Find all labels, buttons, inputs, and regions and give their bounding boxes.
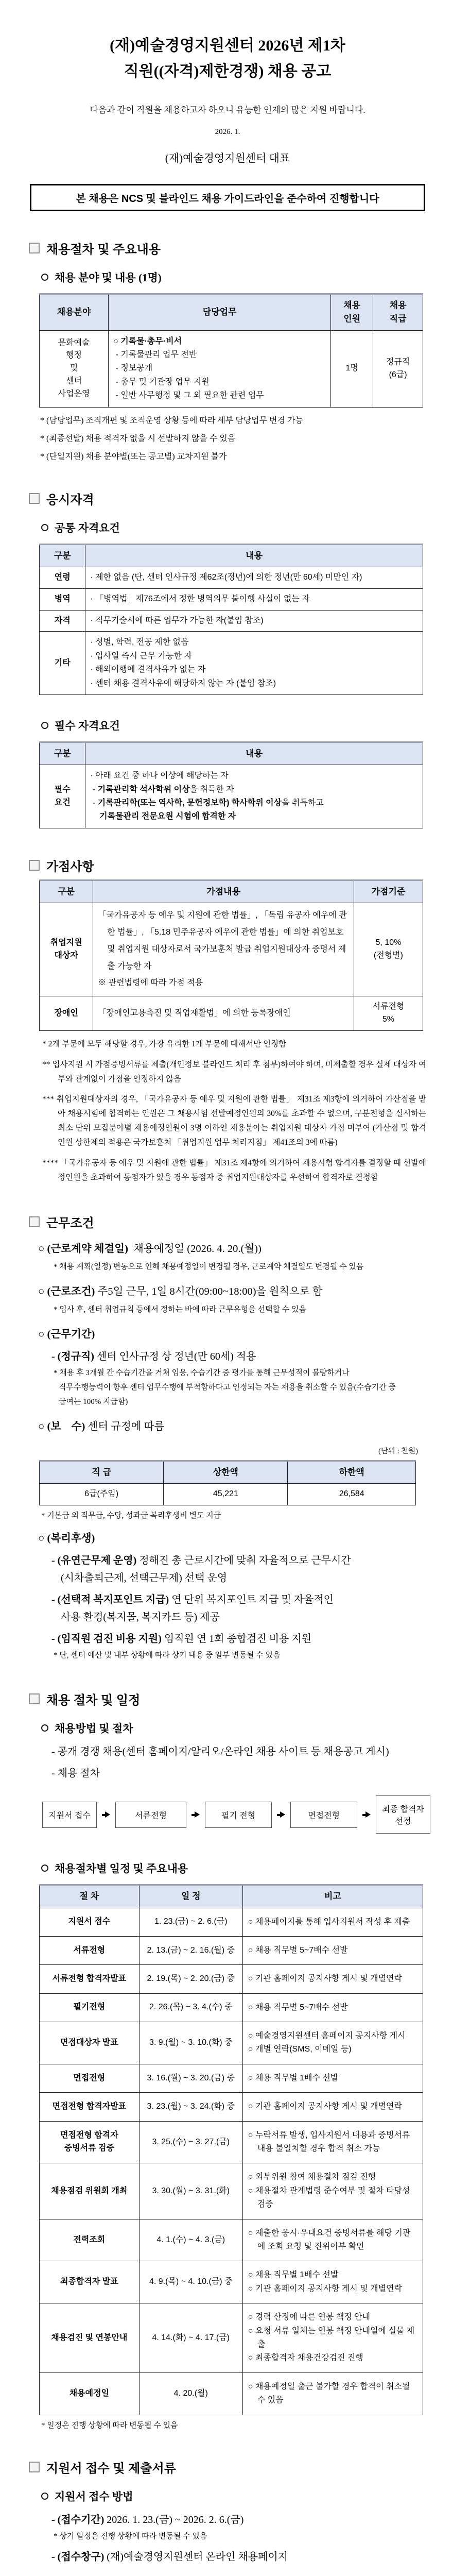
bonus-points-table	[39, 879, 423, 1031]
flow-step: 필기 전형	[205, 1802, 272, 1828]
text-line: ○ 기관 홈페이지 공지사항 게시 및 개별연락	[248, 1972, 417, 1986]
table-cell	[242, 2022, 423, 2064]
flow-step: 지원서 접수	[42, 1802, 97, 1828]
table-cell	[242, 1936, 423, 1964]
section-bonus-points	[29, 856, 426, 1185]
table-cell	[242, 2093, 423, 2121]
table-row	[40, 294, 423, 331]
table-cell: 채용예정일	[40, 2372, 140, 2415]
table-cell: 1명	[331, 330, 373, 407]
section-heading	[29, 1213, 426, 1231]
required-qualification-table	[39, 741, 423, 828]
text-line: 직무수행능력이 향후 센터 업무수행에 부적합하다고 인정되는 자는 채용을 취소할 수 있음(수습기간 중	[59, 1381, 426, 1394]
text-line: ○ 채용예정일 출근 불가할 경우 합격이 취소될 수 있음	[248, 2380, 417, 2408]
subsection-title: 채용 분야 및 내용 (1명)	[55, 269, 162, 285]
table-cell: 4. 1.(수) ~ 4. 3.(금)	[139, 2219, 242, 2261]
flow-step: 최종 합격자 선정	[376, 1795, 430, 1834]
table-cell: 연령	[40, 567, 85, 588]
table-cell: 면접대상자 발표	[40, 2022, 140, 2064]
table-header-cell: 비고	[242, 1885, 423, 1908]
table-row	[40, 2093, 423, 2121]
table-cell: 필수 요건	[40, 765, 85, 828]
text-line: * (단일지원) 채용 분야별(또는 공고별) 교차지원 불가	[40, 450, 426, 462]
text-line: ○ 채용 직무별 1배수 선발	[248, 2072, 417, 2085]
table-cell	[242, 2064, 423, 2092]
text-line: 기록물관리 전문요원 시험에 합격한 자	[90, 810, 418, 823]
text-line: * 채용 계획(일정) 변동으로 인해 채용예정일이 변경될 경우, 근로계약 체결일도 변경될 수 있음	[54, 1260, 426, 1274]
table-row	[40, 2261, 423, 2303]
table-cell	[242, 2163, 423, 2219]
table-row	[40, 2303, 423, 2373]
schedule-table	[39, 1884, 423, 2415]
arrow-right-icon	[102, 1811, 110, 1818]
text-line: 사용 환경(복지몰, 복지카드 등) 제공	[61, 1609, 426, 1625]
text-line: ○ 경력 산정에 따른 연봉 책정 안내	[248, 2311, 417, 2324]
text-line: - (선택적 복지포인트 지급) 연 단위 복지포인트 지급 및 자율적인	[51, 1592, 426, 1607]
bonus-notes	[29, 1037, 426, 1185]
text-line: - 일반 사무행정 및 그 외 필요한 관련 업무	[113, 389, 326, 402]
table-cell	[242, 1908, 423, 1936]
text-line: 「국가유공자 등 예우 및 지원에 관한 법률」, 「독립 유공자 예우에 관한 법률」, 「5.18 민주유공자 예우에 관한 법률」에 의한 취업보호 및 취업지원 대상자로서 국가보훈처 발급 취업지원대상자 증명서 제출 가능한 자	[98, 907, 349, 975]
arrow-right-icon	[277, 1811, 285, 1818]
text-line: ○ 개별 연락(SMS, 이메일 등)	[248, 2043, 417, 2056]
text-line: ○ 채용 직무별 5~7배수 선발	[248, 1944, 417, 1957]
schedule-note	[29, 2419, 426, 2430]
section-heading	[29, 239, 426, 257]
table-cell: 최종합격자 발표	[40, 2261, 140, 2303]
text-line: ○ 기관 홈페이지 공지사항 게시 및 개별연락	[248, 2282, 417, 2296]
table-header-cell: 절 차	[40, 1885, 140, 1908]
table-cell: 4. 9.(목) ~ 4. 10.(금) 중	[139, 2261, 242, 2303]
table-cell: · 제한 없음 (단, 센터 인사규정 제62조(정년)에 의한 정년(만 60세) 미만인 자)	[85, 567, 423, 588]
table-header-cell: 구분	[40, 880, 93, 903]
recruit-method-items	[29, 1744, 426, 1781]
submit-method-items	[29, 2512, 426, 2565]
table-row	[40, 2064, 423, 2092]
table-row	[40, 588, 423, 610]
subsection-title: 지원서 접수 방법	[55, 2488, 133, 2504]
table-cell	[85, 632, 423, 695]
text-line: (시차출퇴근제, 선택근무제) 선택 운영	[61, 1570, 426, 1586]
table-row	[40, 996, 423, 1031]
text-line: * 채용 후 3개월 간 수습기간을 거쳐 임용, 수습기간 중 평가를 통해 근무성적이 불량하거나	[54, 1366, 426, 1380]
text-line: ○ 요청 서류 일체는 연봉 책정 안내일에 실물 제출	[248, 2325, 417, 2352]
text-line: * (최종선발) 채용 적격자 없을 시 선발하지 않을 수 있음	[40, 432, 426, 444]
text-line: ** 입사지원 시 가점증빙서류를 제출(개인정보 블라인드 처리 후 첨부)하여야 하며, 미제출할 경우 실제 대상자 여부와 관계없이 가점을 인정하지 않음	[42, 1058, 426, 1087]
table-header-cell: 하한액	[288, 1461, 416, 1484]
table-cell: 2. 19.(목) ~ 2. 20.(금) 중	[139, 1965, 242, 1993]
text-line: **** 「국가유공자 등 예우 및 지원에 관한 법률」 제31조 제4항에 의거하여 채용시험 합격자를 결정할 때 선발예정인원을 초과하여 동점자가 있을 경우 동점자 중 취업지원대상자를 우선하여 합격자로 결정함	[42, 1156, 426, 1185]
table-header-cell: 채용 인원	[331, 294, 373, 331]
table-cell	[242, 1993, 423, 2022]
text-line: 급여는 100% 지급함)	[59, 1395, 426, 1409]
table-row	[40, 742, 423, 765]
text-line: - (정규직) 센터 인사규정 상 정년(만 60세) 적용	[51, 1349, 426, 1364]
text-line: - (임직원 검진 비용 지원) 임직원 연 1회 종합검진 비용 지원	[51, 1631, 426, 1647]
circle-bullet-icon	[41, 1865, 48, 1872]
table-cell: 장애인	[40, 996, 93, 1031]
recruitment-process-flow	[42, 1795, 426, 1834]
section-schedule	[29, 1690, 426, 2430]
flow-step: 면접전형	[290, 1802, 357, 1828]
square-bullet-icon	[29, 243, 40, 253]
table-cell: 채용검진 및 연봉안내	[40, 2303, 140, 2373]
text-line: ○ (복리후생)	[38, 1531, 426, 1547]
title-line-1: (재)예술경영지원센터 2026년 제1차	[29, 33, 426, 59]
section-title: 채용 절차 및 일정	[46, 1690, 140, 1708]
table-row	[40, 1936, 423, 1964]
square-bullet-icon	[29, 2462, 40, 2472]
text-line: ○ (근로조건) 주5일 근무, 1일 8시간(09:00~18:00)을 원칙으로 함	[38, 1284, 426, 1300]
circle-bullet-icon	[41, 2493, 48, 2500]
table-row	[40, 610, 423, 632]
table-row	[40, 765, 423, 828]
arrow-right-icon	[191, 1811, 200, 1818]
table-row	[40, 1461, 416, 1484]
text-line: * 기본급 외 직무급, 수당, 성과급 복리후생비 별도 지급	[41, 1510, 426, 1520]
section-submission	[29, 2458, 426, 2576]
signer: (재)예술경영지원센터 대표	[29, 150, 426, 165]
section-heading	[29, 856, 426, 874]
table-cell: 서류전형	[40, 1936, 140, 1964]
subsection-heading	[41, 269, 426, 285]
table-cell: 자격	[40, 610, 85, 632]
subsection-heading	[41, 520, 426, 535]
common-requirements-table	[39, 544, 423, 695]
subsection-title: 채용절차별 일정 및 주요내용	[55, 1860, 188, 1876]
table-row	[40, 2163, 423, 2219]
salary-table	[39, 1460, 416, 1505]
text-line: - (유연근무제 운영) 정해진 총 근로시간에 맞춰 자율적으로 근무시간	[51, 1553, 426, 1568]
text-line: ○ (근로계약 체결일) 채용예정일 (2026. 4. 20.(월))	[38, 1241, 426, 1257]
ncs-notice-banner: 본 채용은 NCS 및 블라인드 채용 가이드라인을 준수하여 진행합니다	[30, 184, 425, 211]
section-title: 채용절차 및 주요내용	[46, 239, 161, 257]
table-row	[40, 2219, 423, 2261]
document-date: 2026. 1.	[29, 128, 426, 137]
table-header-cell: 구분	[40, 544, 85, 567]
table-cell: 3. 23.(월) ~ 3. 24.(화) 중	[139, 2093, 242, 2121]
table-header-cell: 담당업무	[109, 294, 331, 331]
table-cell: 서류전형 합격자발표	[40, 1965, 140, 1993]
table-header-cell: 가점내용	[93, 880, 354, 903]
salary-note	[29, 1510, 426, 1520]
square-bullet-icon	[29, 860, 40, 871]
text-line: - 채용 절차	[51, 1766, 426, 1781]
document-header	[29, 33, 426, 211]
table-cell: 4. 14.(화) ~ 4. 17.(금)	[139, 2303, 242, 2373]
table-cell: 서류전형 5%	[354, 996, 423, 1031]
table-cell: 5, 10% (전형별)	[354, 903, 423, 996]
table-cell: 필기전형	[40, 1993, 140, 2022]
table-cell	[242, 2372, 423, 2415]
table-header-cell: 채용분야	[40, 294, 109, 331]
table-header-cell: 내용	[85, 742, 423, 765]
table-cell	[242, 2219, 423, 2261]
table-cell: 45,221	[164, 1484, 288, 1505]
table-cell: 「장애인고용촉진 및 직업재활법」에 의한 등록장애인	[93, 996, 354, 1031]
table-cell	[93, 903, 354, 996]
text-line: ○ 기관 홈페이지 공지사항 게시 및 개별연락	[248, 2100, 417, 2113]
section-heading	[29, 1690, 426, 1708]
unit-note: (단위 : 천원)	[29, 1445, 418, 1456]
section-title: 지원서 접수 및 제출서류	[46, 2458, 176, 2476]
text-line: - 정보공개	[113, 362, 326, 375]
circle-bullet-icon	[41, 524, 48, 531]
table-cell: 채용점검 위원회 개최	[40, 2163, 140, 2219]
text-line: * 일정은 진행 상황에 따라 변동될 수 있음	[41, 2419, 426, 2430]
table-cell	[109, 330, 331, 407]
square-bullet-icon	[29, 493, 40, 504]
table-cell: 3. 9.(월) ~ 3. 10.(화) 중	[139, 2022, 242, 2064]
section-title: 근무조건	[46, 1213, 94, 1231]
section-eligibility	[29, 489, 426, 828]
table-cell: 정규직 (6급)	[373, 330, 423, 407]
section-title: 가점사항	[46, 856, 94, 874]
table-row	[40, 2022, 423, 2064]
text-line: ○ 채용페이지를 통해 입사지원서 작성 후 제출	[248, 1916, 417, 1929]
table-cell: 2. 13.(금) ~ 2. 16.(월) 중	[139, 1936, 242, 1964]
text-line: * 단, 센터 예산 및 내부 상황에 따라 상기 내용 중 일부 변동될 수 있음	[54, 1649, 426, 1662]
circle-bullet-icon	[41, 1724, 48, 1732]
text-line: ○ 제출한 응시·우대요건 증빙서류를 해당 기관에 조회 요청 및 진위여부 확인	[248, 2227, 417, 2254]
text-line: · 성별, 학력, 전공 제한 없음	[90, 636, 418, 649]
arrow-right-icon	[362, 1811, 371, 1818]
text-line: - 공개 경쟁 채용(센터 홈페이지/알리오/온라인 채용 사이트 등 채용공고 게시)	[51, 1744, 426, 1759]
table-cell: 6급(주임)	[40, 1484, 164, 1505]
text-line: *** 취업지원대상자의 경우, 「국가유공자 등 예우 및 지원에 관한 법률」 제31조 제3항에 의거하여 가산점을 받아 채용시험에 합격하는 인원은 그 채용시험 선발예정인원의 30%를 초과할 수 없으며, 구분전형을 실시하는 최소 단위 모집분야별 채용예정인원이 3명 이하인 채용분야는 취업지원 대상자 가점 미부여 (가산점 및 합격인원 상한제의 적용은 국가보훈처 「취업지원 업무 처리지침」 제41조의 3에 따름)	[42, 1092, 426, 1150]
table-header-cell: 채용 직급	[373, 294, 423, 331]
text-line: ○ 예술경영지원센터 홈페이지 공지사항 게시	[248, 2029, 417, 2043]
table-row	[40, 632, 423, 695]
subsection-title: 채용방법 및 절차	[55, 1720, 133, 1736]
table-cell: 3. 30.(월) ~ 3. 31.(화)	[139, 2163, 242, 2219]
table-row	[40, 2372, 423, 2415]
table-header-cell: 내용	[85, 544, 423, 567]
text-line: ○ 외부위원 참여 채용절차 점검 진행	[248, 2171, 417, 2184]
text-line: * 2개 부문에 모두 해당할 경우, 가장 유리한 1개 부문에 대해서만 인정함	[42, 1037, 426, 1052]
table-cell: 면접전형 합격자 증빙서류 검증	[40, 2121, 140, 2163]
text-line: * 입사 후, 센터 취업규칙 등에서 정하는 바에 따라 근무유형을 선택할 수 있음	[54, 1303, 426, 1316]
page-title	[29, 33, 426, 84]
table-cell: 면접전형 합격자발표	[40, 2093, 140, 2121]
table-cell: 면접전형	[40, 2064, 140, 2092]
benefit-items	[29, 1531, 426, 1662]
table-row	[40, 1965, 423, 1993]
text-line: - (접수창구) (재)예술경영지원센터 온라인 채용페이지	[51, 2549, 426, 2565]
table-cell: 전력조회	[40, 2219, 140, 2261]
text-line: ○ 채용절차 관계법령 준수여부 및 절차 타당성 검증	[248, 2184, 417, 2212]
section-heading	[29, 489, 426, 507]
text-line: - 총무 및 기관장 업무 지원	[113, 376, 326, 389]
table-cell	[242, 2121, 423, 2163]
text-line: * 상기 일정은 진행 상황에 따라 변동될 수 있음	[54, 2530, 426, 2543]
text-line: - (접수기간) 2026. 1. 23.(금) ~ 2026. 2. 6.(금)	[51, 2512, 426, 2528]
text-line: · 아래 요건 중 하나 이상에 해당하는 자	[90, 769, 418, 783]
recruit-field-table	[39, 293, 423, 408]
subsection-heading	[41, 1720, 426, 1736]
table-cell	[85, 765, 423, 828]
section-heading	[29, 2458, 426, 2476]
text-line: * (담당업무) 조직개편 및 조직운영 상황 등에 따라 세부 담당업무 변경 가능	[40, 414, 426, 426]
table-cell: 2. 26.(목) ~ 3. 4.(수) 중	[139, 1993, 242, 2022]
table-cell: 26,584	[288, 1484, 416, 1505]
text-line: ○ 채용 직무별 5~7배수 선발	[248, 2001, 417, 2014]
table-header-cell: 구분	[40, 742, 85, 765]
intro-text: 다음과 같이 직원을 채용하고자 하오니 유능한 인재의 많은 지원 바랍니다.	[29, 103, 426, 115]
text-line: ○ 누락서류 발생, 입사지원서 내용과 증빙서류 내용 불일치할 경우 합격 취소 가능	[248, 2129, 417, 2156]
table-cell	[242, 1965, 423, 1993]
table-row	[40, 567, 423, 588]
table-row	[40, 1484, 416, 1505]
table-row	[40, 1993, 423, 2022]
table-cell: 3. 16.(월) ~ 3. 20.(금) 중	[139, 2064, 242, 2092]
table-cell: 지원서 접수	[40, 1908, 140, 1936]
text-line: ○ (근무기간)	[38, 1327, 426, 1343]
text-line: - 기록관리학 석사학위 이상을 취득한 자	[90, 783, 418, 796]
table-header-cell: 직 급	[40, 1461, 164, 1484]
table-row	[40, 903, 423, 996]
text-line: - 기록물관리 업무 전반	[113, 348, 326, 362]
table-cell: · 직무기술서에 따른 업무가 가능한 자(붙임 참조)	[85, 610, 423, 632]
subsection-heading	[41, 718, 426, 733]
title-line-2: 직원((자격)제한경쟁) 채용 공고	[29, 59, 426, 84]
text-line: · 센터 채용 결격사유에 해당하지 않는 자 (붙임 참조)	[90, 677, 418, 690]
text-line: - 기록관리학(또는 역사학, 문헌정보학) 학사학위 이상을 취득하고	[90, 796, 418, 810]
flow-step: 서류전형	[115, 1802, 186, 1828]
table-header-cell: 가점기준	[354, 880, 423, 903]
text-line: · 입사일 즉시 근무 가능한 자	[90, 650, 418, 663]
table-cell: 기타	[40, 632, 85, 695]
text-line: ○ 기록물·총무·비서	[113, 335, 326, 348]
work-condition-items	[29, 1241, 426, 1435]
text-line: ○ 최종합격자 채용건강검진 진행	[248, 2351, 417, 2365]
subsection-title: 필수 자격요건	[55, 718, 120, 733]
circle-bullet-icon	[41, 274, 48, 281]
text-line: · 해외여행에 결격사유가 없는 자	[90, 663, 418, 676]
subsection-heading	[41, 1860, 426, 1876]
text-line: ○ 채용 직무별 1배수 선발	[248, 2268, 417, 2282]
table-cell: 병역	[40, 588, 85, 610]
square-bullet-icon	[29, 1216, 40, 1227]
table-cell	[242, 2261, 423, 2303]
table-header-cell: 일 정	[139, 1885, 242, 1908]
table-row	[40, 880, 423, 903]
table-header-cell: 상한액	[164, 1461, 288, 1484]
table-row	[40, 330, 423, 407]
table-cell: 취업지원 대상자	[40, 903, 93, 996]
subsection-title: 공통 자격요건	[55, 520, 120, 535]
recruit-notes	[29, 414, 426, 462]
table-cell: 4. 20.(월)	[139, 2372, 242, 2415]
section-work-conditions	[29, 1213, 426, 1662]
table-row	[40, 544, 423, 567]
text-line: ○ (보 수) 센터 규정에 따름	[38, 1419, 426, 1435]
table-cell: 문화예술 행정 및 센터 사업운영	[40, 330, 109, 407]
section-title: 응시자격	[46, 489, 94, 507]
table-row	[40, 1885, 423, 1908]
subsection-heading	[41, 2488, 426, 2504]
table-cell: 3. 25.(수) ~ 3. 27.(금)	[139, 2121, 242, 2163]
section-recruit-overview	[29, 239, 426, 462]
table-cell: 1. 23.(금) ~ 2. 6.(금)	[139, 1908, 242, 1936]
table-cell	[242, 2303, 423, 2373]
table-row	[40, 1908, 423, 1936]
text-line: ※ 관련법령에 따라 가점 적용	[98, 975, 349, 992]
circle-bullet-icon	[41, 722, 48, 729]
square-bullet-icon	[29, 1693, 40, 1704]
table-row	[40, 2121, 423, 2163]
table-cell: · 「병역법」제76조에서 정한 병역의무 불이행 사실이 없는 자	[85, 588, 423, 610]
